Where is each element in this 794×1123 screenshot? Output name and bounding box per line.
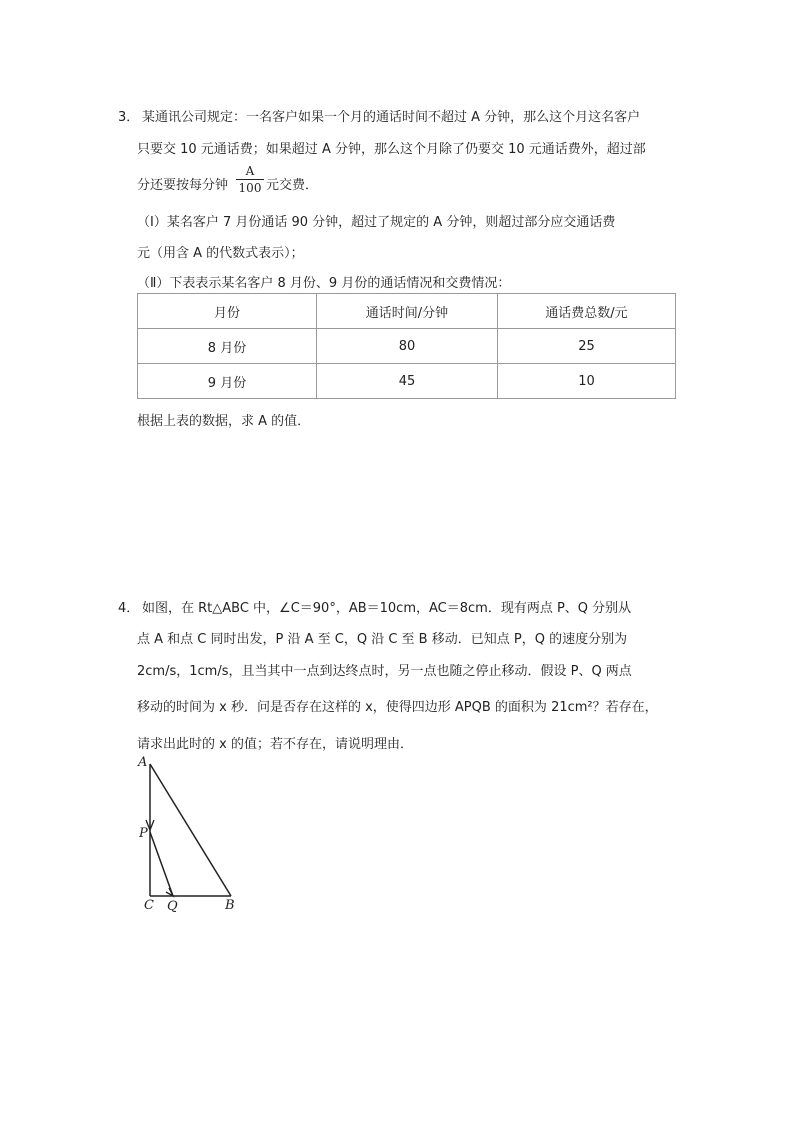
table-row	[138, 364, 676, 399]
segment-pq	[150, 832, 173, 896]
problem-3-text-line-3-pre: 分还要按每分钟	[137, 178, 229, 193]
problem-3-closing: 根据上表的数据，求 A 的值．	[137, 414, 311, 429]
figure-label-b: B	[225, 898, 235, 913]
table-cell: 9 月份	[138, 364, 317, 399]
table-cell: 45	[317, 364, 498, 399]
table-header-cell: 月份	[138, 294, 317, 329]
fraction-a-over-100	[234, 163, 266, 196]
fraction-numerator: A	[245, 164, 255, 178]
table-header-row	[138, 294, 676, 329]
part-2-line-1: （Ⅱ）下表表示某名客户 8 月份、9 月份的通话情况和交费情况：	[137, 276, 511, 291]
figure-label-a: A	[138, 755, 148, 770]
table-header-cell: 通话时间/分钟	[317, 294, 498, 329]
problem-3-text-line-1: 某通讯公司规定：一名客户如果一个月的通话时间不超过 A 分钟，那么这个月这名客户	[142, 110, 641, 125]
fraction-denominator: 100	[238, 181, 262, 195]
problem-4-text-line-3: 2cm/s，1cm/s，且当其中一点到达终点时，另一点也随之停止移动．假设 P、Q 两点	[137, 664, 632, 679]
problem-3-text-line-2: 只要交 10 元通话费；如果超过 A 分钟，那么这个月除了仍要交 10 元通话费外，超过部	[137, 142, 646, 157]
problem-3-text-line-3-post: 元交费．	[266, 178, 319, 193]
side-ab	[150, 764, 231, 896]
table-header-cell: 通话费总数/元	[498, 294, 676, 329]
triangle-figure	[130, 752, 250, 917]
table-cell: 80	[317, 329, 498, 364]
part-1-line-2: 元（用含 A 的代数式表示）；	[137, 246, 304, 261]
problem-4-text-line-2: 点 A 和点 C 同时出发，P 沿 A 至 C，Q 沿 C 至 B 移动．已知点 P，Q 的速度分别为	[137, 632, 628, 647]
table-cell: 25	[498, 329, 676, 364]
problem-4-text-line-5: 请求出此时的 x 的值；若不存在，请说明理由．	[137, 737, 413, 752]
problem-4-text-line-1: 如图，在 Rt△ABC 中，∠C＝90°，AB＝10cm，AC＝8cm．现有两点 P、Q 分别从	[142, 601, 632, 616]
table-cell: 8 月份	[138, 329, 317, 364]
call-fee-table	[137, 293, 676, 399]
figure-label-p: P	[139, 826, 148, 841]
problem-4-text-line-4: 移动的时间为 x 秒．问是否存在这样的 x，使得四边形 APQB 的面积为 21cm²？若存在，	[137, 700, 658, 715]
problem-3-number: 3．	[118, 110, 140, 125]
part-1-line-1: （Ⅰ）某名客户 7 月份通话 90 分钟，超过了规定的 A 分钟，则超过部分应交通话费	[137, 215, 616, 230]
figure-label-q: Q	[167, 899, 178, 914]
table-row	[138, 329, 676, 364]
table-cell: 10	[498, 364, 676, 399]
problem-4-number: 4．	[118, 601, 140, 616]
figure-label-c: C	[144, 898, 154, 913]
